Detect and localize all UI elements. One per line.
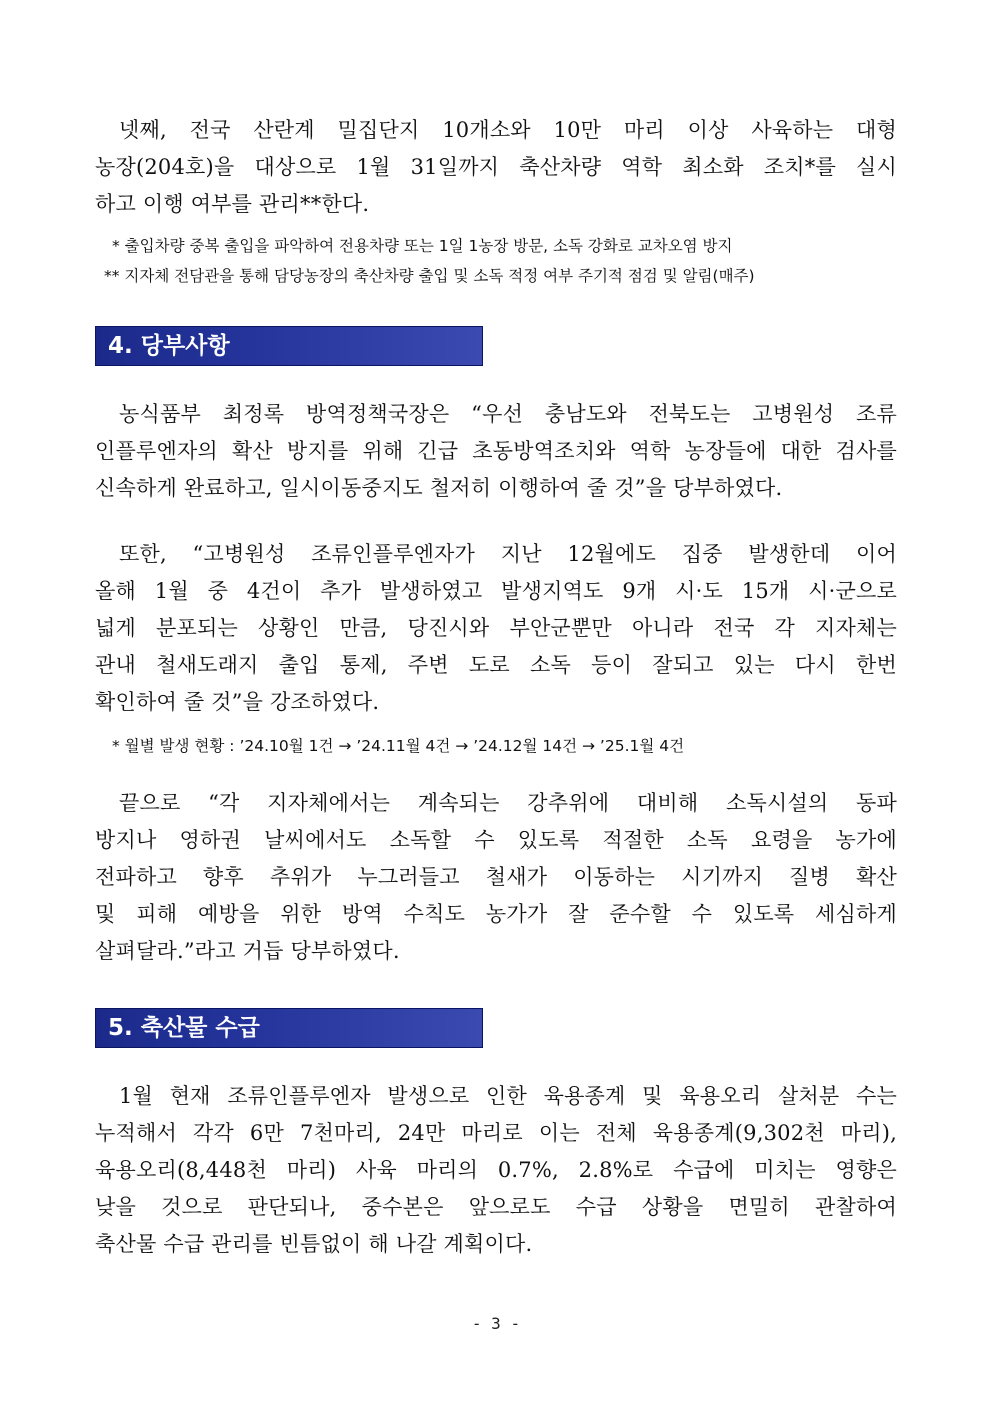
- paragraph-line: 농식품부 최정록 방역정책국장은 “우선 충남도와 전북도는 고병원성 조류: [119, 402, 897, 426]
- paragraph-supply: [95, 1078, 897, 1263]
- paragraph-line: 전파하고 향후 추위가 누그러들고 철새가 이동하는 시기까지 질병 확산: [95, 865, 897, 889]
- section-header-5: [95, 1008, 483, 1048]
- paragraph-line: 확인하여 줄 것”을 강조하였다.: [95, 690, 380, 714]
- paragraph-request-1: [95, 396, 897, 507]
- page-number: - 3 -: [471, 1314, 521, 1333]
- paragraph-request-3: [95, 785, 897, 970]
- section-title-5: 5. 축산물 수급: [108, 1015, 260, 1041]
- footnote-official: ** 지자체 전담관을 통해 담당농장의 축산차량 출입 및 소독 적정 여부 주기적 점검 및 알림(매주): [104, 267, 755, 285]
- paragraph-line: 방지나 영하권 날씨에서도 소독할 수 있도록 적절한 소독 요령을 농가에: [95, 828, 897, 852]
- footnote-vehicle: * 출입차량 중복 출입을 파악하여 전용차량 또는 1일 1농장 방문, 소독 강화로 교차오염 방지: [112, 237, 733, 255]
- section-title-4: 4. 당부사항: [108, 333, 230, 359]
- footnote-monthly-status: * 월별 발생 현황 : ’24.10월 1건 → ’24.11월 4건 → ’24.12월 14건 → ’25.1월 4건: [112, 737, 685, 755]
- paragraph-line: 올해 1월 중 4건이 추가 발생하였고 발생지역도 9개 시·도 15개 시·군으로: [95, 579, 897, 603]
- paragraph-line: 넓게 분포되는 상황인 만큼, 당진시와 부안군뿐만 아니라 전국 각 지자체는: [95, 616, 897, 640]
- paragraph-line: 관내 철새도래지 출입 통제, 주변 도로 소독 등이 잘되고 있는 다시 한번: [95, 653, 897, 677]
- paragraph-line: 살펴달라.”라고 거듭 당부하였다.: [95, 939, 400, 963]
- paragraph-line: 인플루엔자의 확산 방지를 위해 긴급 초동방역조치와 역학 농장들에 대한 검사를: [95, 439, 897, 463]
- paragraph-line: 및 피해 예방을 위한 방역 수칙도 농가가 잘 준수할 수 있도록 세심하게: [95, 902, 897, 926]
- paragraph-line: 누적해서 각각 6만 7천마리, 24만 마리로 이는 전체 육용종계(9,302천 마리),: [95, 1121, 897, 1145]
- paragraph-line: 신속하게 완료하고, 일시이동중지도 철저히 이행하여 줄 것”을 당부하였다.: [95, 476, 783, 500]
- paragraph-request-2: [95, 536, 897, 721]
- paragraph-line: 또한, “고병원성 조류인플루엔자가 지난 12월에도 집중 발생한데 이어: [119, 542, 897, 566]
- paragraph-line: 넷째, 전국 산란계 밀집단지 10개소와 10만 마리 이상 사육하는 대형: [119, 118, 897, 142]
- paragraph-line: 육용오리(8,448천 마리) 사육 마리의 0.7%, 2.8%로 수급에 미치는 영향은: [95, 1158, 897, 1182]
- paragraph-line: 농장(204호)을 대상으로 1월 31일까지 축산차량 역학 최소화 조치*를 실시: [95, 155, 897, 179]
- paragraph-fourth: [95, 112, 897, 223]
- section-header-4: [95, 326, 483, 366]
- paragraph-line: 끝으로 “각 지자체에서는 계속되는 강추위에 대비해 소독시설의 동파: [119, 791, 897, 815]
- paragraph-line: 하고 이행 여부를 관리**한다.: [95, 192, 370, 216]
- paragraph-line: 1월 현재 조류인플루엔자 발생으로 인한 육용종계 및 육용오리 살처분 수는: [119, 1084, 897, 1108]
- paragraph-line: 낮을 것으로 판단되나, 중수본은 앞으로도 수급 상황을 면밀히 관찰하여: [95, 1195, 897, 1219]
- paragraph-line: 축산물 수급 관리를 빈틈없이 해 나갈 계획이다.: [95, 1232, 533, 1256]
